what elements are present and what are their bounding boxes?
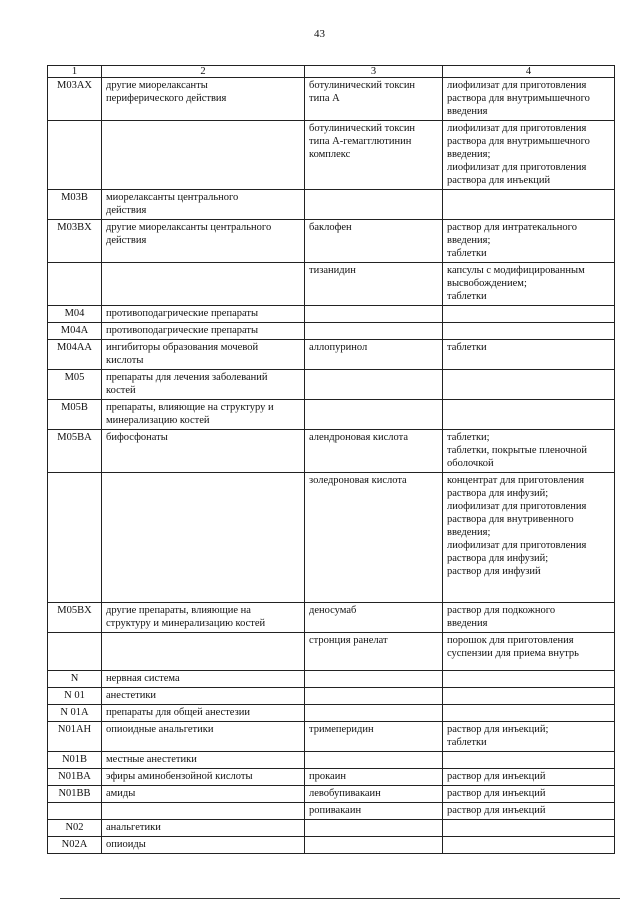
code-cell xyxy=(48,633,102,671)
table-row xyxy=(48,473,615,603)
table-row xyxy=(48,78,615,121)
column-header: 3 xyxy=(305,66,443,78)
code-cell: M03AX xyxy=(48,78,102,121)
code-cell: M04A xyxy=(48,323,102,340)
column-header: 1 xyxy=(48,66,102,78)
code-cell: M03BX xyxy=(48,220,102,263)
group-cell xyxy=(102,121,305,190)
group-cell: миорелаксанты центрального действия xyxy=(102,190,305,220)
column-header: 4 xyxy=(443,66,615,78)
dosage-form-cell xyxy=(443,306,615,323)
table-row xyxy=(48,752,615,769)
code-cell: N01B xyxy=(48,752,102,769)
code-cell: N01BB xyxy=(48,786,102,803)
table-row xyxy=(48,705,615,722)
code-cell: M04 xyxy=(48,306,102,323)
drug-name-cell: баклофен xyxy=(305,220,443,263)
code-cell: M05B xyxy=(48,400,102,430)
drug-name-cell xyxy=(305,190,443,220)
column-header: 2 xyxy=(102,66,305,78)
code-cell xyxy=(48,263,102,306)
group-cell: бифосфонаты xyxy=(102,430,305,473)
drug-name-cell: левобупивакаин xyxy=(305,786,443,803)
table-row xyxy=(48,340,615,370)
drug-name-cell xyxy=(305,400,443,430)
drug-name-cell: ботулинический токсин типа А xyxy=(305,78,443,121)
drug-name-cell xyxy=(305,671,443,688)
table-row xyxy=(48,803,615,820)
group-cell: противоподагрические препараты xyxy=(102,323,305,340)
dosage-form-cell: лиофилизат для приготовления раствора для внутримышечного введения; лиофилизат для приготовления раствора для инъекций xyxy=(443,121,615,190)
drug-name-cell xyxy=(305,837,443,854)
group-cell: эфиры аминобензойной кислоты xyxy=(102,769,305,786)
table-row xyxy=(48,263,615,306)
drug-name-cell: ботулинический токсин типа А-гемагглютинин комплекс xyxy=(305,121,443,190)
drug-name-cell: тизанидин xyxy=(305,263,443,306)
group-cell: местные анестетики xyxy=(102,752,305,769)
drug-name-cell: аллопуринол xyxy=(305,340,443,370)
table-row xyxy=(48,400,615,430)
table-row xyxy=(48,370,615,400)
code-cell: M03B xyxy=(48,190,102,220)
dosage-form-cell xyxy=(443,671,615,688)
dosage-form-cell: раствор для инъекций xyxy=(443,803,615,820)
table-row xyxy=(48,121,615,190)
drug-name-cell xyxy=(305,323,443,340)
footer-divider xyxy=(60,898,620,899)
dosage-form-cell xyxy=(443,400,615,430)
dosage-form-cell xyxy=(443,323,615,340)
code-cell: N02A xyxy=(48,837,102,854)
group-cell: препараты для лечения заболеваний костей xyxy=(102,370,305,400)
group-cell: препараты для общей анестезии xyxy=(102,705,305,722)
drug-name-cell xyxy=(305,705,443,722)
group-cell: другие препараты, влияющие на структуру и минерализацию костей xyxy=(102,603,305,633)
dosage-form-cell: лиофилизат для приготовления раствора для внутримышечного введения xyxy=(443,78,615,121)
dosage-form-cell: раствор для инъекций; таблетки xyxy=(443,722,615,752)
dosage-form-cell xyxy=(443,190,615,220)
table-row xyxy=(48,633,615,671)
dosage-form-cell: раствор для интратекального введения; таблетки xyxy=(443,220,615,263)
dosage-form-cell: раствор для инъекций xyxy=(443,786,615,803)
group-cell: анестетики xyxy=(102,688,305,705)
group-cell: нервная система xyxy=(102,671,305,688)
group-cell xyxy=(102,473,305,603)
page-number: 43 xyxy=(314,28,325,40)
table-row xyxy=(48,820,615,837)
dosage-form-cell: таблетки xyxy=(443,340,615,370)
table-row xyxy=(48,722,615,752)
drug-name-cell: деносумаб xyxy=(305,603,443,633)
drug-name-cell xyxy=(305,688,443,705)
table-row xyxy=(48,306,615,323)
group-cell: другие миорелаксанты периферического действия xyxy=(102,78,305,121)
code-cell: N01AH xyxy=(48,722,102,752)
code-cell: N 01A xyxy=(48,705,102,722)
table-row xyxy=(48,323,615,340)
group-cell: другие миорелаксанты центрального действия xyxy=(102,220,305,263)
table-row xyxy=(48,671,615,688)
dosage-form-cell xyxy=(443,705,615,722)
dosage-form-cell: раствор для подкожного введения xyxy=(443,603,615,633)
code-cell xyxy=(48,473,102,603)
group-cell xyxy=(102,803,305,820)
table-body xyxy=(48,78,615,854)
drug-name-cell: тримеперидин xyxy=(305,722,443,752)
table-row xyxy=(48,190,615,220)
dosage-form-cell xyxy=(443,820,615,837)
code-cell: N xyxy=(48,671,102,688)
drug-name-cell xyxy=(305,306,443,323)
code-cell: M05BA xyxy=(48,430,102,473)
table-row xyxy=(48,603,615,633)
dosage-form-cell: концентрат для приготовления раствора для инфузий; лиофилизат для приготовления раствора для внутривенного введения; лиофилизат для приготовления раствора для инфузий; раствор для инфузий xyxy=(443,473,615,603)
code-cell xyxy=(48,121,102,190)
drug-name-cell: золедроновая кислота xyxy=(305,473,443,603)
header-row xyxy=(48,66,615,78)
table-row xyxy=(48,688,615,705)
table-row xyxy=(48,430,615,473)
dosage-form-cell: порошок для приготовления суспензии для приема внутрь xyxy=(443,633,615,671)
code-cell: M05 xyxy=(48,370,102,400)
group-cell: амиды xyxy=(102,786,305,803)
group-cell: противоподагрические препараты xyxy=(102,306,305,323)
group-cell xyxy=(102,263,305,306)
code-cell: N01BA xyxy=(48,769,102,786)
group-cell: опиоиды xyxy=(102,837,305,854)
drug-name-cell xyxy=(305,820,443,837)
dosage-form-cell: капсулы с модифицированным высвобождением; таблетки xyxy=(443,263,615,306)
table-row xyxy=(48,220,615,263)
dosage-form-cell xyxy=(443,370,615,400)
dosage-form-cell: таблетки; таблетки, покрытые пленочной оболочкой xyxy=(443,430,615,473)
group-cell: опиоидные анальгетики xyxy=(102,722,305,752)
drug-name-cell: прокаин xyxy=(305,769,443,786)
code-cell: M05BX xyxy=(48,603,102,633)
table-row xyxy=(48,837,615,854)
code-cell: N 01 xyxy=(48,688,102,705)
drug-name-cell xyxy=(305,370,443,400)
code-cell: M04AA xyxy=(48,340,102,370)
dosage-form-cell: раствор для инъекций xyxy=(443,769,615,786)
dosage-form-cell xyxy=(443,688,615,705)
group-cell: ингибиторы образования мочевой кислоты xyxy=(102,340,305,370)
dosage-form-cell xyxy=(443,752,615,769)
drug-name-cell: алендроновая кислота xyxy=(305,430,443,473)
table-row xyxy=(48,769,615,786)
code-cell xyxy=(48,803,102,820)
group-cell: анальгетики xyxy=(102,820,305,837)
medication-table xyxy=(47,65,615,854)
drug-name-cell xyxy=(305,752,443,769)
drug-name-cell: стронция ранелат xyxy=(305,633,443,671)
drug-name-cell: ропивакаин xyxy=(305,803,443,820)
group-cell: препараты, влияющие на структуру и минерализацию костей xyxy=(102,400,305,430)
code-cell: N02 xyxy=(48,820,102,837)
group-cell xyxy=(102,633,305,671)
dosage-form-cell xyxy=(443,837,615,854)
table-row xyxy=(48,786,615,803)
